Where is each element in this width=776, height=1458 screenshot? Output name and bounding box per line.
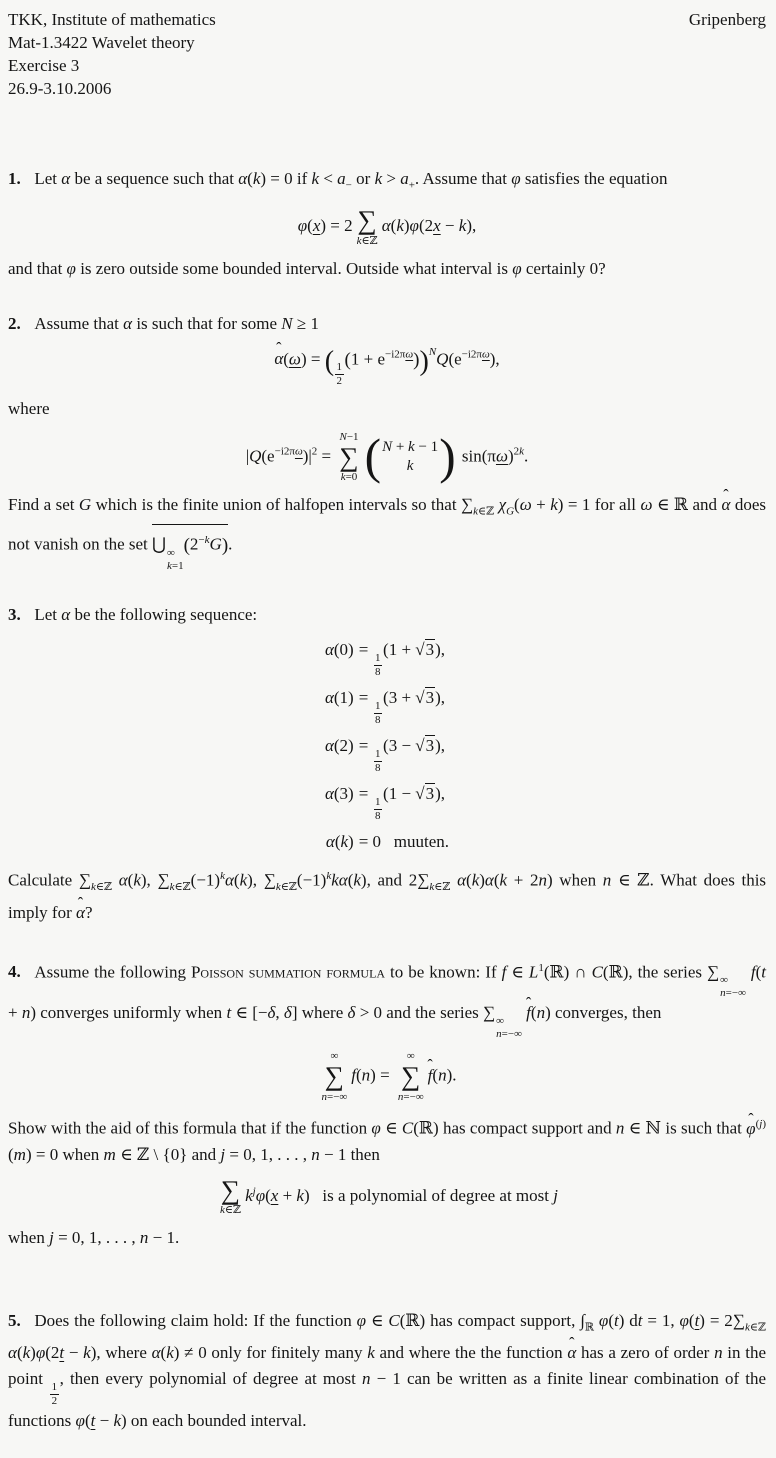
course-line: Mat-1.3422 Wavelet theory [8, 33, 195, 52]
problem-5 [8, 1308, 766, 1434]
paragraph: and that φ is zero outside some bounded interval. Outside what interval is φ certainly 0? [8, 258, 606, 278]
paragraph: 4. Assume the following Poisson summation formula to be known: If f ∈ $L^1(ℝ)$ ∩ C(ℝ), the series ∑ ∞ n=−∞ f(t + n) converges uniformly when t ∈ [−δ, δ] where δ > 0 and the series ∑ ∞ n=−∞ f ˆ(n) converges, then [8, 955, 766, 1042]
equation-row: α(1) = $\frac{1}{8}$ (3 + √3), [324, 688, 446, 727]
equation-row: α(0) = $\frac{1}{8}$ (1 + √3), [324, 640, 446, 679]
equation-row: α(3) = $\frac{1}{8}$ (1 − √3), [324, 784, 446, 823]
display-equation: ∑ k∈ℤ $k^j\varphi(x + k)$ is a polynomial of degree at most j [220, 1174, 558, 1217]
problem-number: 4. [8, 962, 21, 982]
display-equation: α ˆ(ω) = ( $\frac{1}{2}$ $(1 + e^{-i2\pi\omega}))^NQ(e^{-i2\pi\omega})$, [8, 346, 766, 388]
exercise-line: Exercise 3 [8, 56, 80, 75]
paragraph: when j = 0, 1, . . . , n − 1. [8, 1227, 180, 1247]
paragraph: 2. Assume that α is such that for some N ≥ 1 [8, 313, 319, 333]
header-left-block [8, 8, 216, 100]
problem-3 [8, 602, 766, 926]
display-equation: $|Q(e^{-i2\pi\omega})|^2$ = N−1 ∑ k=0 ( N + k − 1 k ) $\sin(\pi\omega)^{2k}$. [245, 429, 529, 485]
document-header [8, 8, 766, 100]
paragraph: Calculate $\sum_{k\in ℤ}$ α(k), $\sum_{k\in ℤ}(-1)^k\alpha(k)$, $\sum_{k\in ℤ}(-1)^kk\alpha(k)$, and $2\sum_{k\in ℤ}$ α(k)α(k + 2n) when n ∈ ℤ. What does this imply for α ˆ? [8, 863, 766, 926]
problems-container [8, 166, 766, 1434]
problem-2 [8, 311, 766, 573]
problem-number: 5. [8, 1310, 21, 1330]
equation-row: α(k) = 0 muuten. [325, 832, 450, 852]
paragraph: Show with the aid of this formula that if the function φ ∈ C(ℝ) has compact support and n ∈ ℕ is such that φ ˆ$^{(j)}$(m) = 0 when m ∈ ℤ \ {0} and j = 0, 1, . . . , n − 1 then [8, 1111, 766, 1168]
paragraph: 3. Let α be the following sequence: [8, 604, 258, 624]
problem-number: 1. [8, 169, 21, 188]
author-name: Gripenberg [688, 10, 766, 29]
equation-row: α(2) = $\frac{1}{8}$ (3 − √3), [324, 736, 446, 775]
date-line: 26.9-3.10.2006 [8, 79, 112, 98]
paragraph: Find a set G which is the finite union of halfopen intervals so that $\sum_{k\in ℤ}$ $\chi_G(\omega + k) = 1$ for all ω ∈ ℝ and α ˆ does not vanish on the set ⋃ ∞ k=1 $(2^{-k}G)$. [8, 492, 766, 573]
problem-number: 2. [8, 313, 21, 333]
equation-group [325, 636, 449, 857]
institute-line: TKK, Institute of mathematics [8, 10, 216, 29]
display-equation: ∞ ∑ n=−∞ f(n) = ∞ ∑ n=−∞ f ˆ(n). [8, 1050, 766, 1103]
paragraph: 5. Does the following claim hold: If the function φ ∈ C(ℝ) has compact support, $\int_ℝ$ φ(t) dt = 1, $\varphi(t) = 2\sum_{k\in ℤ}$ α(k)φ(2t − k), where α(k) ≠ 0 only for finitely many k and where the the function α ˆ has a zero of order n in the point $\frac{1}{2}$ , then every polynomial of degree at most n − 1 can be written as a finite linear combination of the functions φ(t − k) on each bounded interval. [8, 1308, 766, 1434]
problem-number: 3. [8, 604, 21, 624]
paragraph: 1. Let α be a sequence such that α(k) = 0 if $k < a_-$ or $k > a_+$. Assume that φ satisfies the equation [8, 169, 668, 192]
problem-4 [8, 955, 766, 1251]
paragraph: where [8, 398, 50, 418]
problem-1 [8, 166, 766, 282]
display-equation: φ(x) = 2 ∑ k∈ℤ α(k)φ(2x − k), [297, 205, 477, 247]
